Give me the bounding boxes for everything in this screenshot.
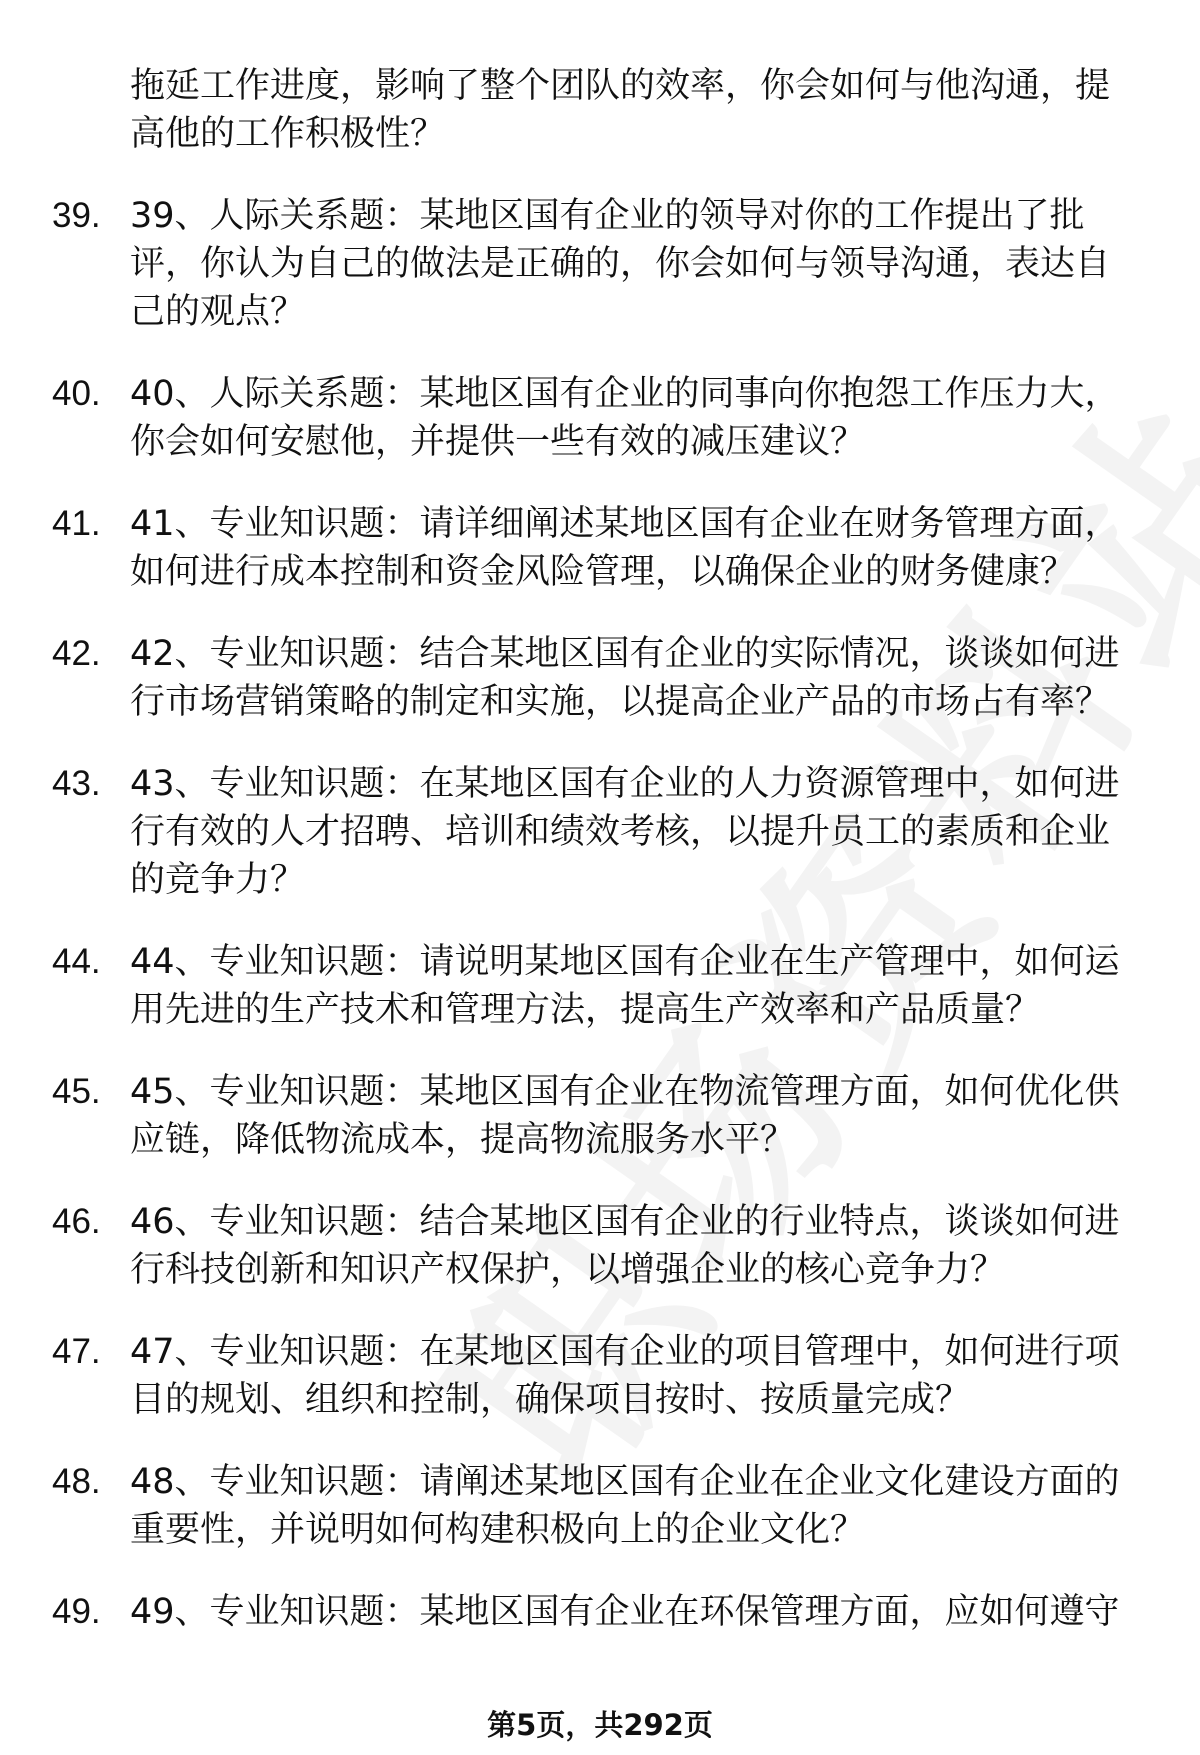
- item-number: 46.: [52, 1202, 101, 1241]
- item-number: 47.: [52, 1332, 101, 1371]
- item-text: 39、人际关系题：某地区国有企业的领导对你的工作提出了批评，你认为自己的做法是正确的，你会如何与领导沟通，表达自己的观点？: [130, 196, 1111, 332]
- item-number: 40.: [52, 374, 101, 413]
- list-item: [52, 760, 1152, 904]
- list-item: [52, 1068, 1152, 1164]
- item-number: 44.: [52, 942, 101, 981]
- item-text: 48、专业知识题：请阐述某地区国有企业在企业文化建设方面的重要性，并说明如何构建积极向上的企业文化？: [130, 1462, 1120, 1550]
- item-number: 39.: [52, 196, 101, 235]
- item-text: 49、专业知识题：某地区国有企业在环保管理方面，应如何遵守: [130, 1592, 1120, 1632]
- item-number: 42.: [52, 634, 101, 673]
- list-item: [52, 1328, 1152, 1424]
- list-item: [52, 938, 1152, 1034]
- list-item: [52, 1588, 1152, 1636]
- item-number: 49.: [52, 1592, 101, 1631]
- item-text: 43、专业知识题：在某地区国有企业的人力资源管理中，如何进行有效的人才招聘、培训和绩效考核，以提升员工的素质和企业的竞争力？: [130, 764, 1120, 900]
- item-text: 40、人际关系题：某地区国有企业的同事向你抱怨工作压力大，你会如何安慰他，并提供一些有效的减压建议？: [130, 374, 1120, 462]
- question-list: [52, 62, 1152, 1636]
- list-item: [52, 1458, 1152, 1554]
- list-item: [52, 630, 1152, 726]
- list-item: [52, 192, 1152, 336]
- item-text: 41、专业知识题：请详细阐述某地区国有企业在财务管理方面，如何进行成本控制和资金风险管理，以确保企业的财务健康？: [130, 504, 1120, 592]
- item-number: 41.: [52, 504, 101, 543]
- item-text: 42、专业知识题：结合某地区国有企业的实际情况，谈谈如何进行市场营销策略的制定和实施，以提高企业产品的市场占有率？: [130, 634, 1120, 722]
- item-number: 45.: [52, 1072, 101, 1111]
- item-text: 47、专业知识题：在某地区国有企业的项目管理中，如何进行项目的规划、组织和控制，确保项目按时、按质量完成？: [130, 1332, 1120, 1420]
- item-text: 45、专业知识题：某地区国有企业在物流管理方面，如何优化供应链，降低物流成本，提高物流服务水平？: [130, 1072, 1120, 1160]
- list-item: [52, 500, 1152, 596]
- item-number: 48.: [52, 1462, 101, 1501]
- item-text: 44、专业知识题：请说明某地区国有企业在生产管理中，如何运用先进的生产技术和管理方法，提高生产效率和产品质量？: [130, 942, 1120, 1030]
- continuation-text: 拖延工作进度，影响了整个团队的效率，你会如何与他沟通，提高他的工作积极性？: [130, 66, 1111, 154]
- list-item: [52, 370, 1152, 466]
- page-footer: 第5页，共292页: [487, 1708, 713, 1742]
- list-item: [52, 1198, 1152, 1294]
- item-text: 46、专业知识题：结合某地区国有企业的行业特点，谈谈如何进行科技创新和知识产权保护，以增强企业的核心竞争力？: [130, 1202, 1120, 1290]
- item-number: 43.: [52, 764, 101, 803]
